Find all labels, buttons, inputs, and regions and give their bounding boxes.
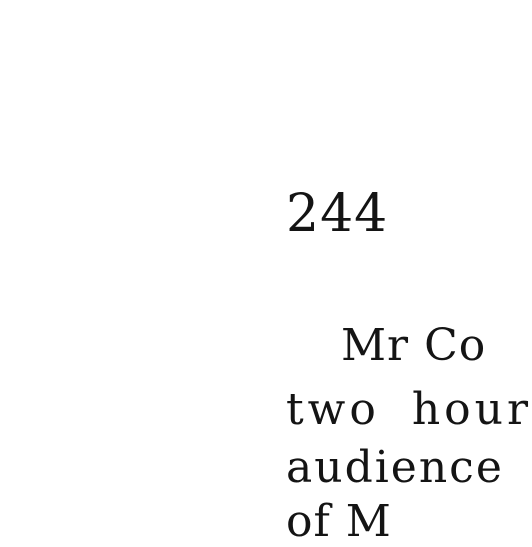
text-line-1: Mr Co — [341, 320, 487, 371]
text-line-4-partial: of M — [286, 496, 392, 547]
text-line-2: two hour — [286, 384, 532, 435]
page-number: 244 — [286, 184, 389, 244]
text-line-3: audience — [286, 442, 504, 493]
